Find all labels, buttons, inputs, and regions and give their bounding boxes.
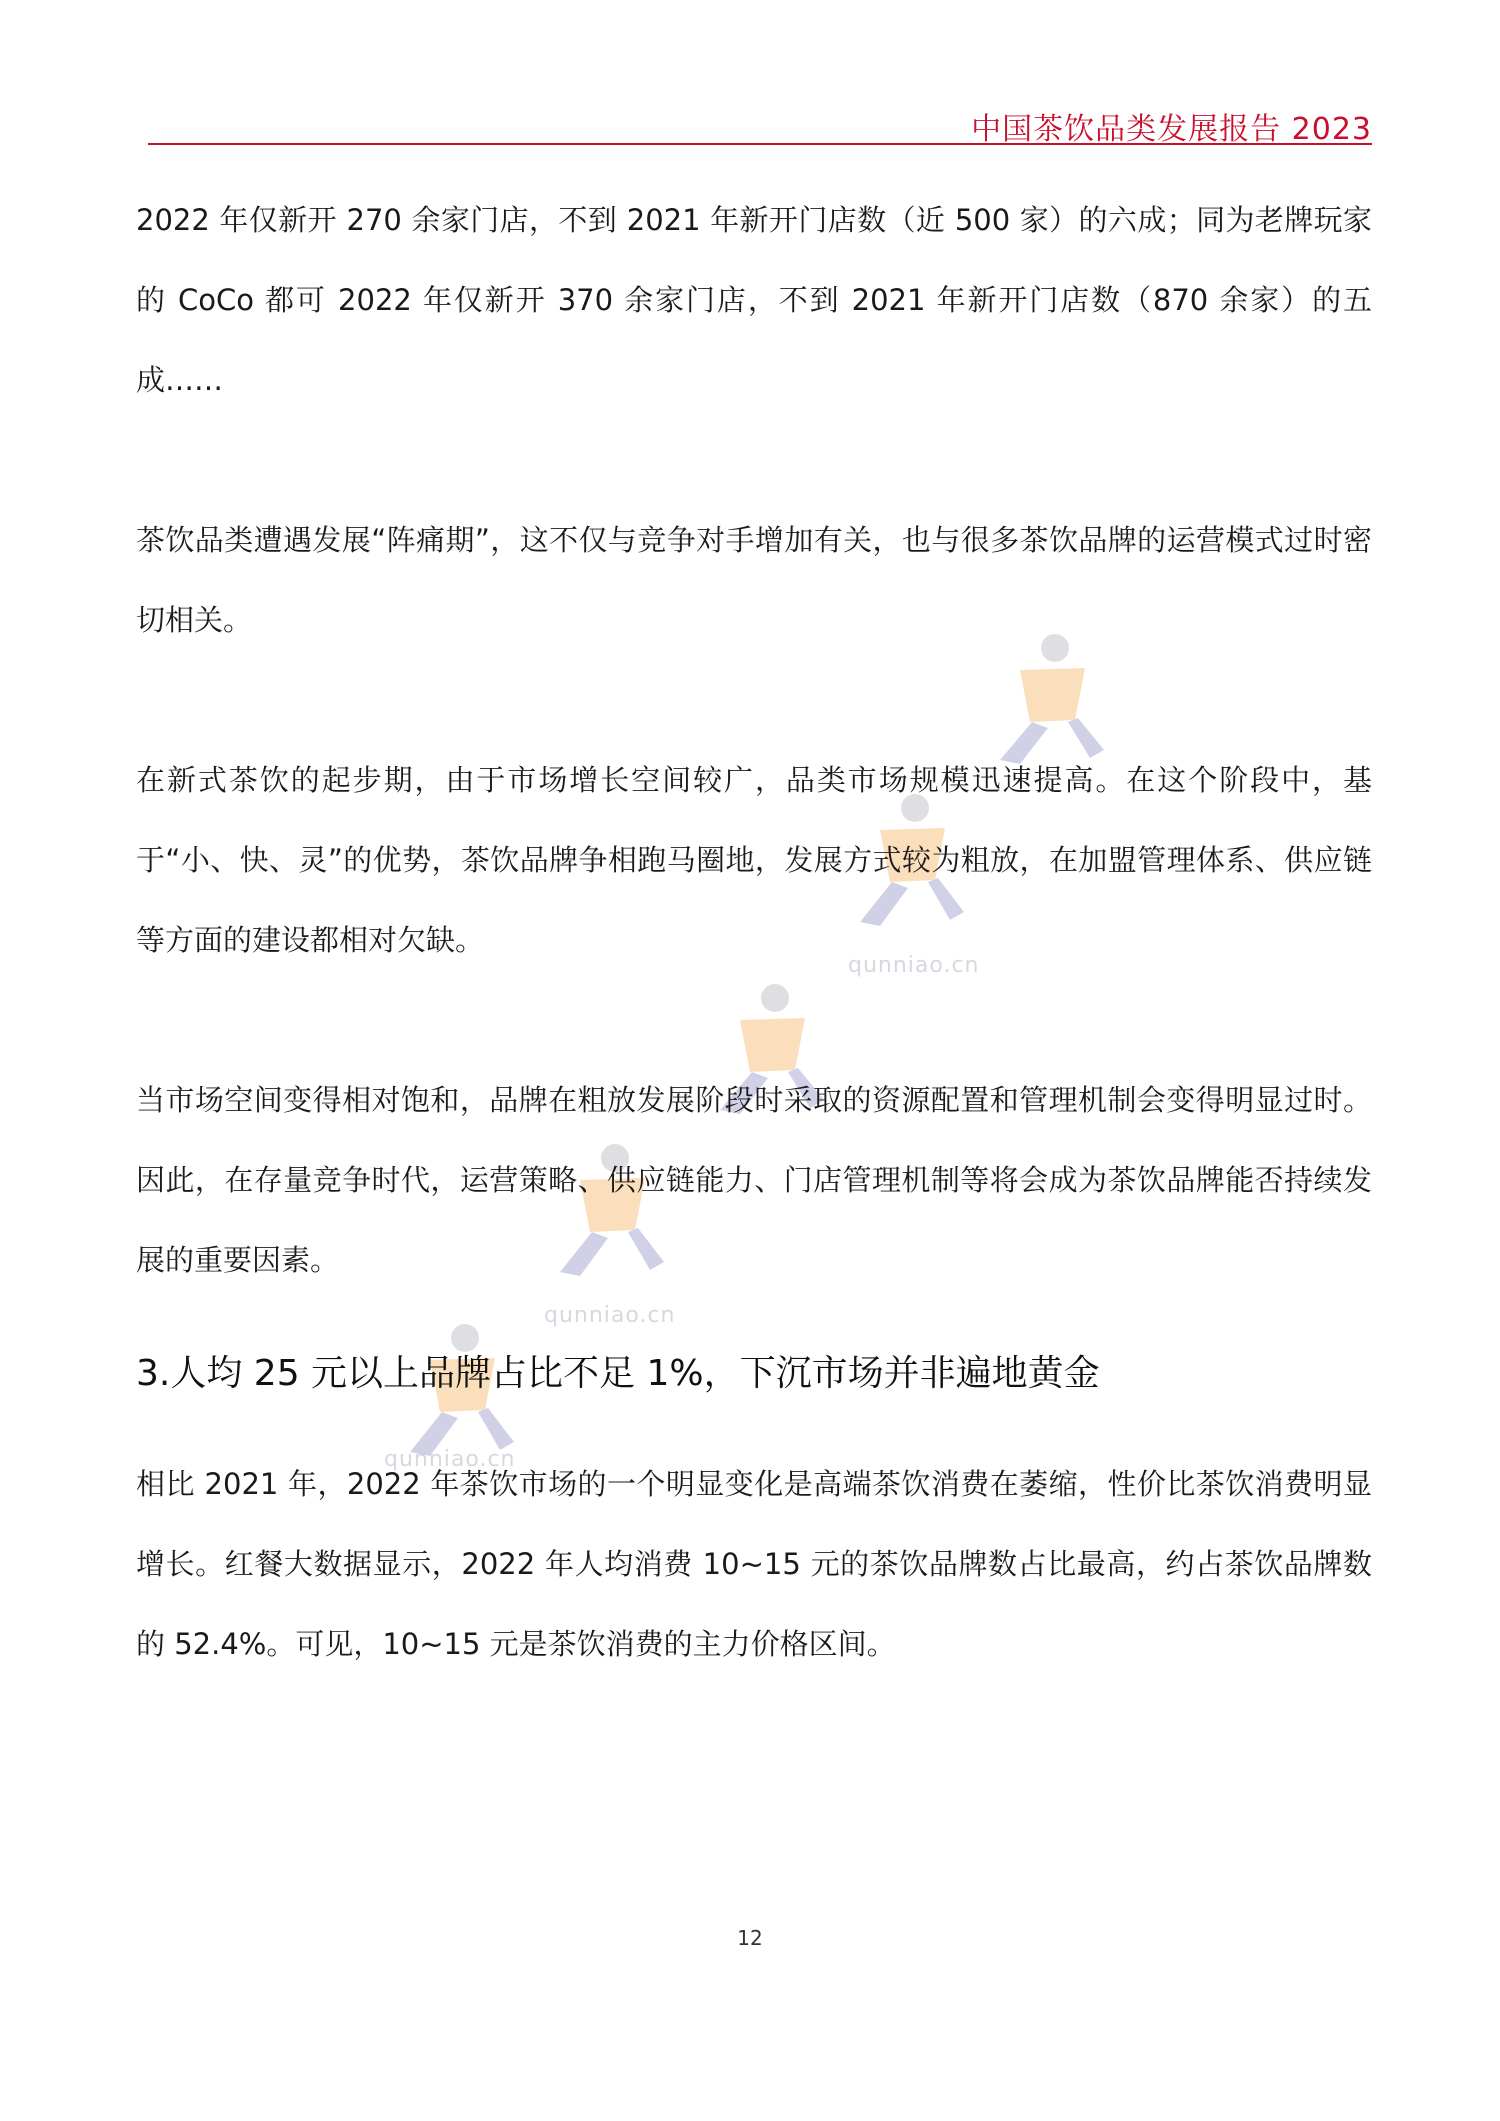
watermark-label: qunniao.cn: [544, 1303, 676, 1328]
paragraph: 2022 年仅新开 270 余家门店，不到 2021 年新开门店数（近 500 家）的六成；同为老牌玩家的 CoCo 都可 2022 年仅新开 370 余家门店，不到 2021 年新开门店数（870 余家）的五成……: [136, 203, 1372, 397]
header-divider: [148, 143, 1372, 145]
paragraph: 当市场空间变得相对饱和，品牌在粗放发展阶段时采取的资源配置和管理机制会变得明显过时。因此，在存量竞争时代，运营策略、供应链能力、门店管理机制等将会成为茶饮品牌能否持续发展的重要因素。: [136, 1083, 1372, 1277]
section-heading: 3.人均 25 元以上品牌占比不足 1%，下沉市场并非遍地黄金: [136, 1353, 1100, 1394]
paragraph: 在新式茶饮的起步期，由于市场增长空间较广，品类市场规模迅速提高。在这个阶段中，基于“小、快、灵”的优势，茶饮品牌争相跑马圈地，发展方式较为粗放，在加盟管理体系、供应链等方面的建设都相对欠缺。: [136, 763, 1372, 957]
watermark-label: qunniao.cn: [848, 953, 980, 978]
page-number: 12: [737, 1926, 763, 1950]
document-body: [136, 180, 1372, 1684]
paragraph: 茶饮品类遭遇发展“阵痛期”，这不仅与竞争对手增加有关，也与很多茶饮品牌的运营模式过时密切相关。: [136, 523, 1372, 637]
paragraph-spacer: [136, 980, 1372, 1060]
paragraph-spacer: [136, 660, 1372, 740]
watermark-label: qunniao.cn: [384, 1447, 516, 1472]
paragraph: 相比 2021 年，2022 年茶饮市场的一个明显变化是高端茶饮消费在萎缩，性价比茶饮消费明显增长。红餐大数据显示，2022 年人均消费 10~15 元的茶饮品牌数占比最高，约占茶饮品牌数的 52.4%。可见，10~15 元是茶饮消费的主力价格区间。: [136, 1467, 1372, 1661]
paragraph-spacer: [136, 420, 1372, 500]
report-title: 中国茶饮品类发展报告 2023: [971, 112, 1372, 147]
